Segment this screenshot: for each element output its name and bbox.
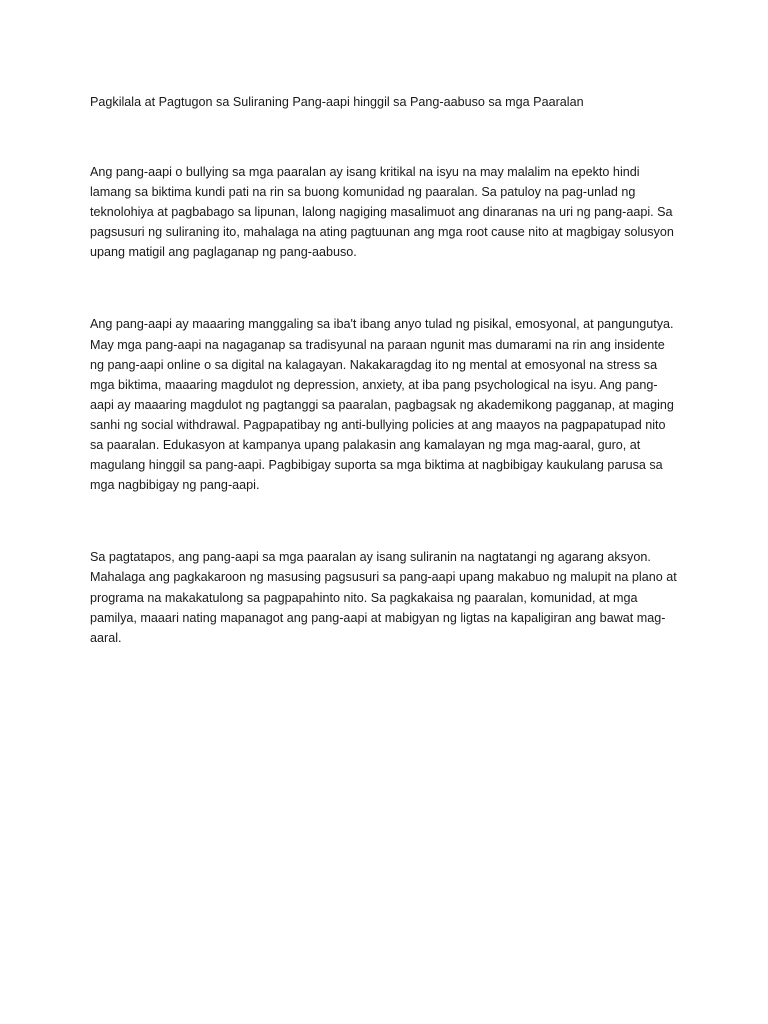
- document-body: [90, 92, 680, 648]
- document-title: Pagkilala at Pagtugon sa Suliraning Pang-aapi hinggil sa Pang-aabuso sa mga Paaralan: [90, 95, 584, 109]
- paragraph-body: Ang pang-aapi ay maaaring manggaling sa iba't ibang anyo tulad ng pisikal, emosyonal, at pangungutya. May mga pang-aapi na nagaganap sa tradisyunal na paraan ngunit mas dumarami na rin ang insidente ng pang-aapi online o sa digital na kalagayan. Nakakaragdag ito ng mental at emosyonal na stress sa mga biktima, maaaring magdulot ng depression, anxiety, at iba pang psychological na isyu. Ang pang-aapi ay maaaring magdulot ng pagtanggi sa paaralan, pagbagsak ng akademikong pagganap, at maging sanhi ng social withdrawal. Pagpapatibay ng anti-bullying policies at ang maayos na pagpapatupad nito sa paaralan. Edukasyon at kampanya upang palakasin ang kamalayan ng mga mag-aaral, guro, at magulang hinggil sa pang-aapi. Pagbibigay suporta sa mga biktima at nagbibigay kaukulang parusa sa mga nagbibigay ng pang-aapi.: [90, 317, 674, 493]
- paragraph-conclusion: Sa pagtatapos, ang pang-aapi sa mga paaralan ay isang suliranin na nagtatangi ng agarang aksyon. Mahalaga ang pagkakaroon ng masusing pagsusuri sa pang-aapi upang makabuo ng malupit na plano at programa na makakatulong sa pagpapahinto nito. Sa pagkakaisa ng paaralan, komunidad, at mga pamilya, maaari nating mapanagot ang pang-aapi at mabigyan ng ligtas na kapaligiran ang bawat mag-aaral.: [90, 550, 677, 645]
- paragraph-introduction: Ang pang-aapi o bullying sa mga paaralan ay isang kritikal na isyu na may malalim na epekto hindi lamang sa biktima kundi pati na rin sa buong komunidad ng paaralan. Sa patuloy na pag-unlad ng teknolohiya at pagbabago sa lipunan, lalong nagiging masalimuot ang dinaranas na uri ng pang-aapi. Sa pagsusuri ng suliraning ito, mahalaga na ating pagtuunan ang mga root cause nito at magbigay solusyon upang matigil ang paglaganap ng pang-aabuso.: [90, 165, 674, 260]
